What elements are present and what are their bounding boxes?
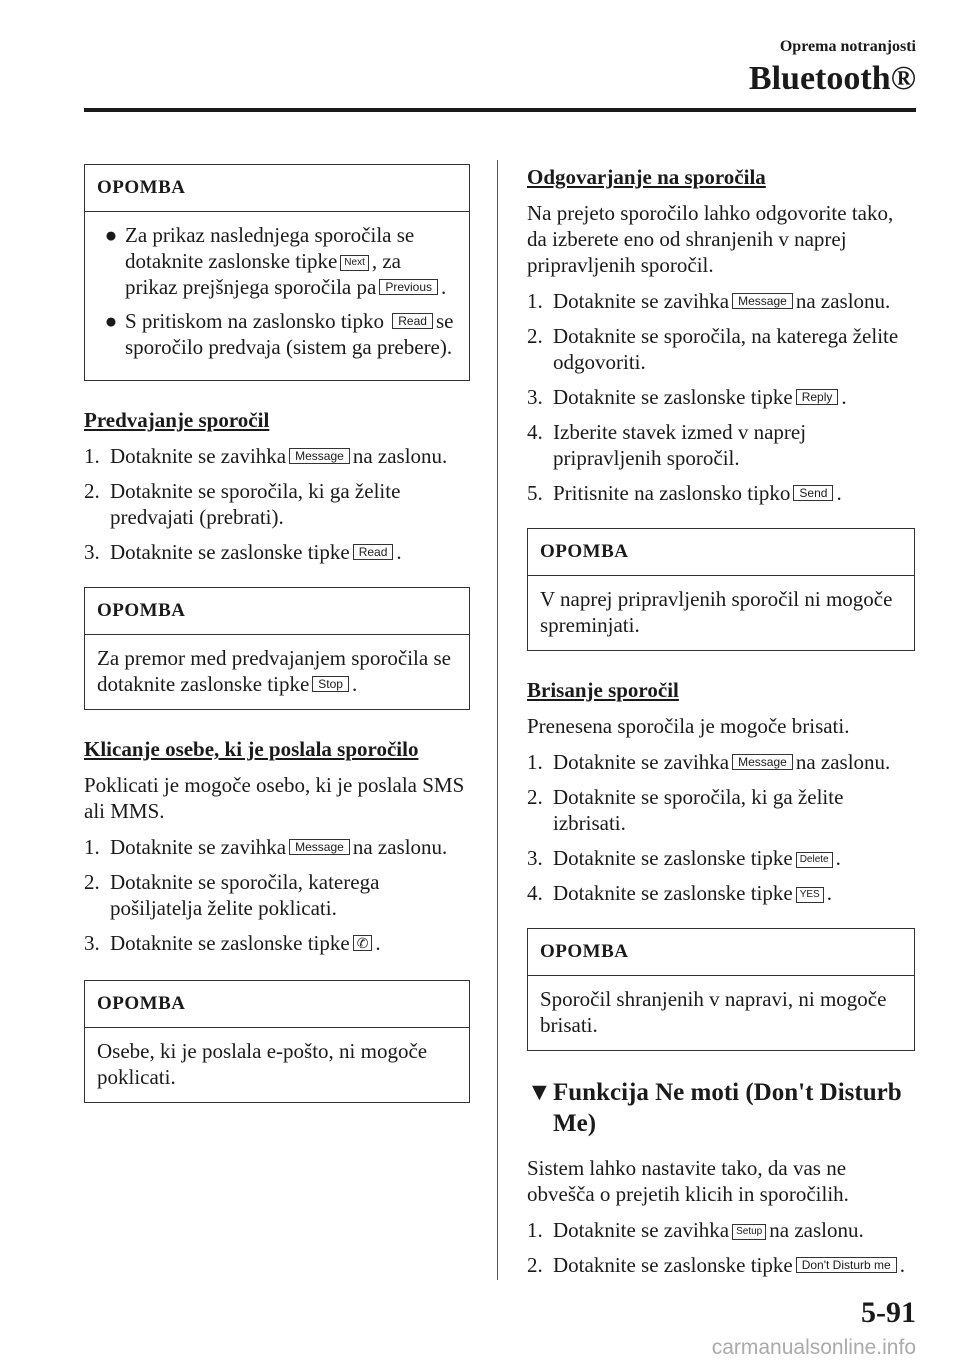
step-text: Dotaknite se zaslonske tipke — [553, 385, 793, 409]
paragraph: Sistem lahko nastavite tako, da vas ne obvešča o prejetih klicih in sporočilih. — [527, 1156, 849, 1206]
function-heading-text: Funkcija Ne moti (Don't Disturb Me) — [553, 1079, 902, 1137]
step-text: Dotaknite se zavihka — [553, 1218, 730, 1242]
paragraph: Na prejeto sporočilo lahko odgovorite tako, da izberete eno od shranjenih v naprej pripravljenih sporočil. — [527, 201, 894, 277]
header-section: Oprema notranjosti — [779, 38, 916, 55]
step-number: 1. — [527, 750, 543, 774]
step-text: na zaslonu. — [769, 1218, 864, 1242]
step-item — [527, 1217, 915, 1243]
note-text: Za premor med predvajanjem sporočila se dotaknite zaslonske tipke — [97, 646, 451, 696]
step-number: 2. — [527, 785, 543, 809]
note-text: . — [351, 672, 358, 696]
step-text: . — [835, 846, 841, 870]
note-title: OPOMBA — [528, 529, 914, 576]
step-number: 2. — [527, 324, 543, 348]
bullet-text: S pritiskom na zaslonsko tipko — [125, 309, 384, 333]
delete-key: Delete — [796, 852, 833, 868]
note-text: V naprej pripravljenih sporočil ni mogoče spreminjati. — [540, 587, 893, 637]
next-key: Next — [340, 255, 369, 271]
step-item — [527, 384, 915, 410]
step-number: 2. — [527, 1253, 543, 1277]
step-text: Izberite stavek izmed v naprej pripravljenih sporočil. — [553, 420, 807, 470]
step-number: 3. — [84, 540, 100, 564]
header-rule — [84, 108, 916, 112]
step-number: 4. — [527, 881, 543, 905]
step-number: 3. — [527, 846, 543, 870]
setup-key: Setup — [732, 1224, 766, 1240]
step-item — [527, 845, 915, 871]
step-text: Dotaknite se sporočila, ki ga želite predvajati (prebrati). — [110, 479, 401, 529]
note-title: OPOMBA — [85, 981, 469, 1028]
dont-disturb-key: Don't Disturb me — [796, 1257, 897, 1273]
step-text: . — [826, 881, 832, 905]
left-column — [84, 164, 470, 1129]
bullet-item — [97, 308, 457, 360]
message-key: Message — [289, 839, 350, 855]
step-text: . — [841, 385, 847, 409]
step-text: Pritisnite na zaslonsko tipko — [553, 481, 791, 505]
note-box — [84, 980, 470, 1103]
reply-key: Reply — [796, 389, 839, 405]
triangle-down-icon: ▼ — [527, 1079, 552, 1106]
bullet-icon: ● — [104, 309, 118, 333]
step-text: . — [396, 540, 402, 564]
note-title: OPOMBA — [85, 588, 469, 635]
note-title: OPOMBA — [528, 929, 914, 976]
step-item — [527, 419, 915, 471]
step-text: na zaslonu. — [795, 289, 891, 313]
step-item — [527, 480, 915, 506]
note-title: OPOMBA — [85, 165, 469, 212]
step-number: 1. — [527, 289, 543, 313]
section-heading: Predvajanje sporočil — [84, 408, 270, 432]
phone-icon: ✆ — [353, 935, 373, 951]
stop-key: Stop — [312, 676, 349, 692]
step-item — [527, 784, 915, 836]
paragraph: Poklicati je mogoče osebo, ki je poslala SMS ali MMS. — [84, 773, 465, 823]
step-item — [527, 288, 915, 314]
step-number: 1. — [84, 444, 100, 468]
step-text: Dotaknite se sporočila, ki ga želite izbrisati. — [553, 785, 844, 835]
step-item — [84, 834, 470, 860]
step-text: . — [836, 481, 842, 505]
step-text: Dotaknite se zavihka — [110, 835, 287, 859]
step-text: Dotaknite se zavihka — [553, 750, 730, 774]
step-number: 1. — [84, 835, 100, 859]
previous-key: Previous — [379, 279, 438, 295]
step-text: . — [899, 1253, 905, 1277]
step-number: 2. — [84, 870, 100, 894]
step-text: Dotaknite se sporočila, katerega pošiljatelja želite poklicati. — [110, 870, 380, 920]
step-number: 3. — [84, 931, 100, 955]
step-item — [84, 478, 470, 530]
page-title: Bluetooth® — [748, 60, 916, 97]
page-number: 5-91 — [861, 1296, 916, 1329]
step-number: 1. — [527, 1218, 543, 1242]
step-number: 2. — [84, 479, 100, 503]
bullet-text: se sporočilo predvaja (sistem ga prebere). — [125, 309, 454, 359]
right-column — [527, 164, 915, 1287]
bullet-text: Za prikaz naslednjega sporočila se dotaknite zaslonske tipke — [125, 223, 415, 273]
step-item — [527, 1252, 915, 1278]
step-text: Dotaknite se zavihka — [553, 289, 730, 313]
note-box — [84, 587, 470, 710]
step-item — [527, 880, 915, 906]
bullet-text: . — [441, 275, 447, 299]
step-text: Dotaknite se zaslonske tipke — [553, 1253, 793, 1277]
note-text: Sporočil shranjenih v napravi, ni mogoče brisati. — [540, 987, 887, 1037]
step-text: Dotaknite se zaslonske tipke — [110, 540, 350, 564]
step-text: Dotaknite se zaslonske tipke — [553, 846, 793, 870]
step-text: . — [375, 931, 381, 955]
column-divider — [497, 160, 498, 1280]
step-item — [84, 443, 470, 469]
watermark: carmanualsonline.info — [711, 1336, 916, 1359]
note-text: Osebe, ki je poslala e-pošto, ni mogoče poklicati. — [97, 1039, 428, 1089]
section-heading: Brisanje sporočil — [527, 678, 679, 702]
step-text: Dotaknite se zavihka — [110, 444, 287, 468]
step-number: 4. — [527, 420, 543, 444]
note-box — [84, 164, 470, 381]
step-item — [84, 869, 470, 921]
step-item — [84, 930, 470, 956]
section-heading: Klicanje osebe, ki je poslala sporočilo — [84, 737, 419, 761]
section-heading: Odgovarjanje na sporočila — [527, 165, 766, 189]
send-key: Send — [793, 485, 833, 501]
message-key: Message — [732, 754, 793, 770]
step-number: 3. — [527, 385, 543, 409]
note-box — [527, 928, 915, 1051]
bullet-icon: ● — [104, 223, 118, 247]
step-text: na zaslonu. — [352, 835, 448, 859]
paragraph: Prenesena sporočila je mogoče brisati. — [527, 714, 850, 738]
read-key: Read — [392, 313, 433, 329]
step-number: 5. — [527, 481, 543, 505]
step-text: na zaslonu. — [795, 750, 891, 774]
step-text: Dotaknite se zaslonske tipke — [553, 881, 793, 905]
message-key: Message — [732, 293, 793, 309]
step-item — [527, 323, 915, 375]
read-key: Read — [353, 544, 394, 560]
step-text: na zaslonu. — [352, 444, 448, 468]
step-item — [84, 539, 470, 565]
bullet-item — [97, 222, 457, 300]
message-key: Message — [289, 448, 350, 464]
step-text: Dotaknite se sporočila, na katerega želite odgovoriti. — [553, 324, 899, 374]
note-box — [527, 528, 915, 651]
step-item — [527, 749, 915, 775]
yes-key: YES — [796, 887, 824, 903]
function-heading — [527, 1077, 915, 1139]
step-text: Dotaknite se zaslonske tipke — [110, 931, 350, 955]
bullet-text: , za prikaz prejšnjega sporočila pa — [125, 249, 401, 299]
